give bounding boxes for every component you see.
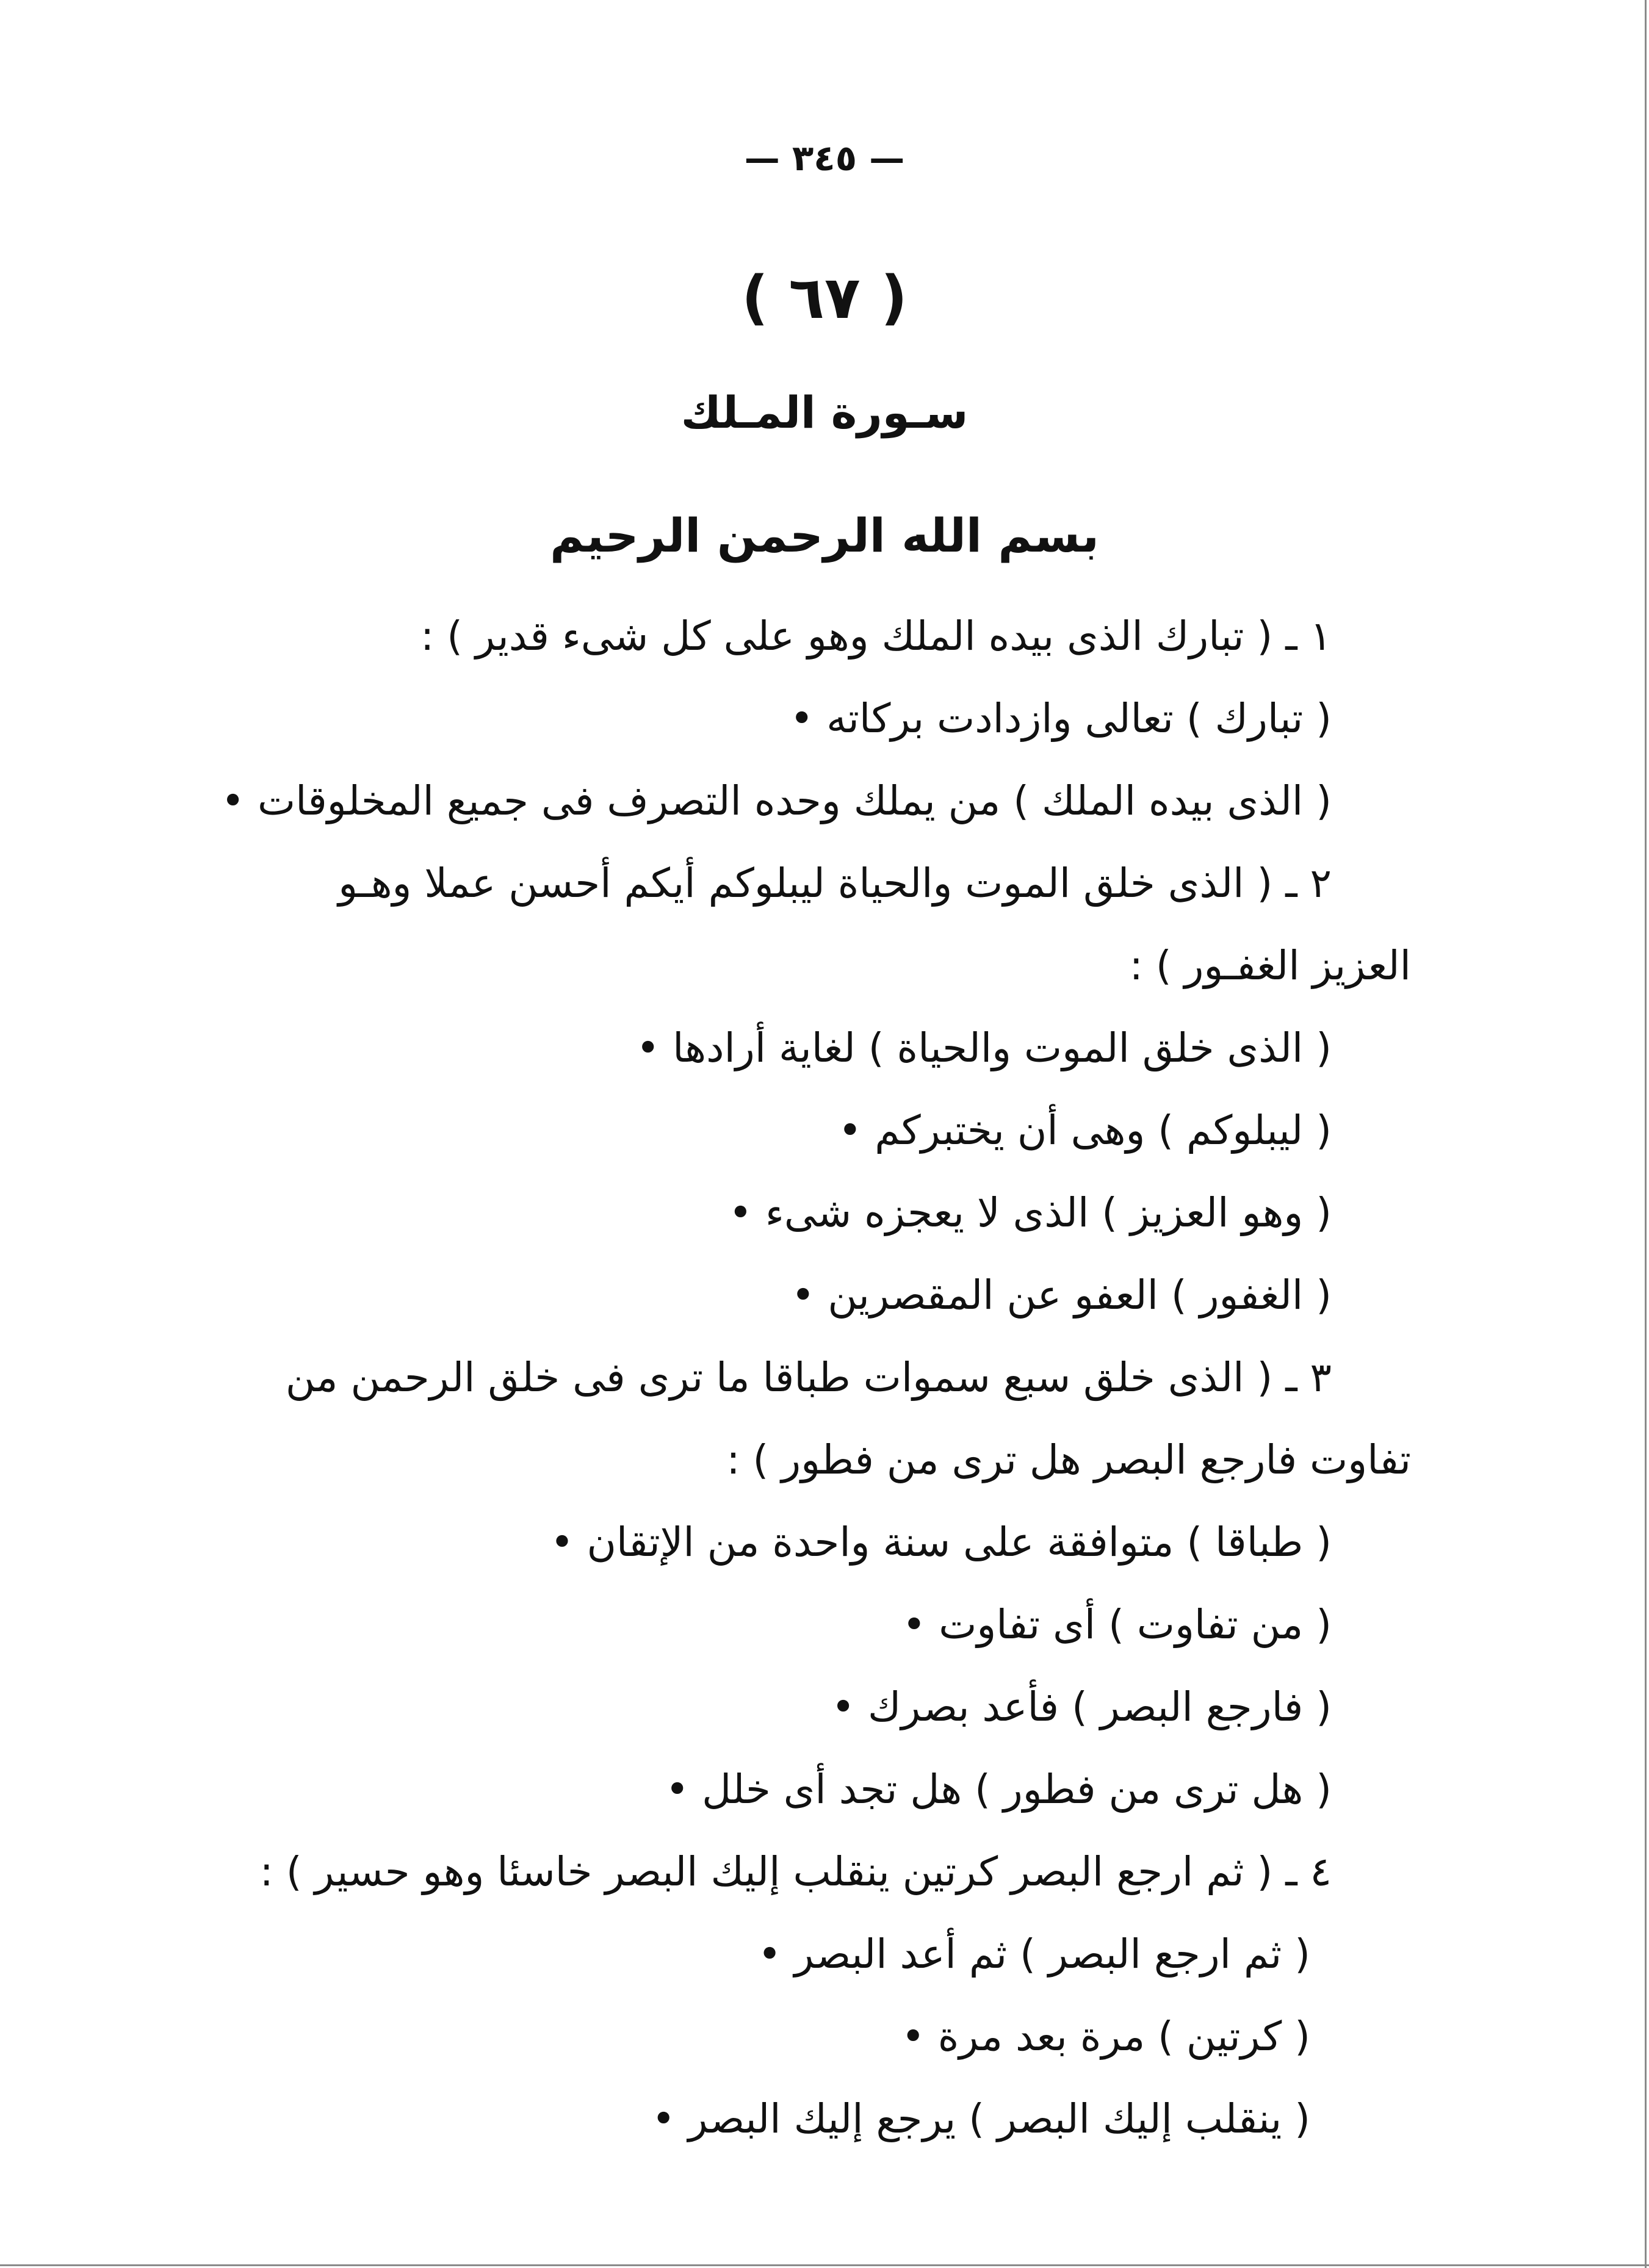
verse-3-text: ٣ ـ ( الذى خلق سبع سموات طباقا ما ترى فى خلق الرحمن من (285, 1354, 1332, 1401)
verse-1-gloss-1: ( تبارك ) تعالى وازدادت بركاته • (790, 695, 1332, 742)
verse-3-gloss-1: ( طباقا ) متوافقة على سنة واحدة من الإتقان • (550, 1519, 1332, 1566)
verse-4-text: ٤ ـ ( ثم ارجع البصر كرتين ينقلب إليك البصر خاسئا وهو حسير ) : (259, 1848, 1332, 1895)
page-edge-bottom (0, 2264, 1649, 2266)
verse-3-gloss-3: ( فارجع البصر ) فأعد بصرك • (831, 1683, 1332, 1730)
verse-2-text: ٢ ـ ( الذى خلق الموت والحياة ليبلوكم أيكم أحسن عملا وهـو (338, 860, 1332, 907)
verse-2-gloss-1: ( الذى خلق الموت والحياة ) لغاية أرادها • (636, 1024, 1332, 1071)
verse-2-text-continued: العزيز الغفـور ) : (1129, 942, 1411, 989)
verse-4-gloss-3: ( ينقلب إليك البصر ) يرجع إليك البصر • (651, 2095, 1310, 2142)
surah-number: ( ٦٧ ) (742, 264, 907, 332)
verse-1-text: ١ ـ ( تبارك الذى بيده الملك وهو على كل شىء قدير ) : (420, 613, 1332, 660)
page-edge-right (1645, 0, 1647, 2268)
verse-3-text-continued: تفاوت فارجع البصر هل ترى من فطور ) : (726, 1436, 1411, 1483)
page-number: — ٣٤٥ — (744, 137, 905, 179)
surah-title: سـورة المـلك (680, 387, 969, 438)
verse-2-gloss-2: ( ليبلوكم ) وهى أن يختبركم • (838, 1107, 1332, 1154)
verse-2-gloss-3: ( وهو العزيز ) الذى لا يعجزه شىء • (728, 1189, 1332, 1236)
verse-4-gloss-2: ( كرتين ) مرة بعد مرة • (901, 2013, 1310, 2060)
verse-1-gloss-2: ( الذى بيده الملك ) من يملك وحده التصرف فى جميع المخلوقات • (221, 777, 1332, 824)
basmala: بسم الله الرحمن الرحيم (550, 508, 1099, 563)
verse-3-gloss-4: ( هل ترى من فطور ) هل تجد أى خلل • (665, 1766, 1332, 1813)
verse-2-gloss-4: ( الغفور ) العفو عن المقصرين • (791, 1272, 1332, 1319)
verse-3-gloss-2: ( من تفاوت ) أى تفاوت • (902, 1601, 1332, 1648)
verse-4-gloss-1: ( ثم ارجع البصر ) ثم أعد البصر • (757, 1931, 1310, 1978)
